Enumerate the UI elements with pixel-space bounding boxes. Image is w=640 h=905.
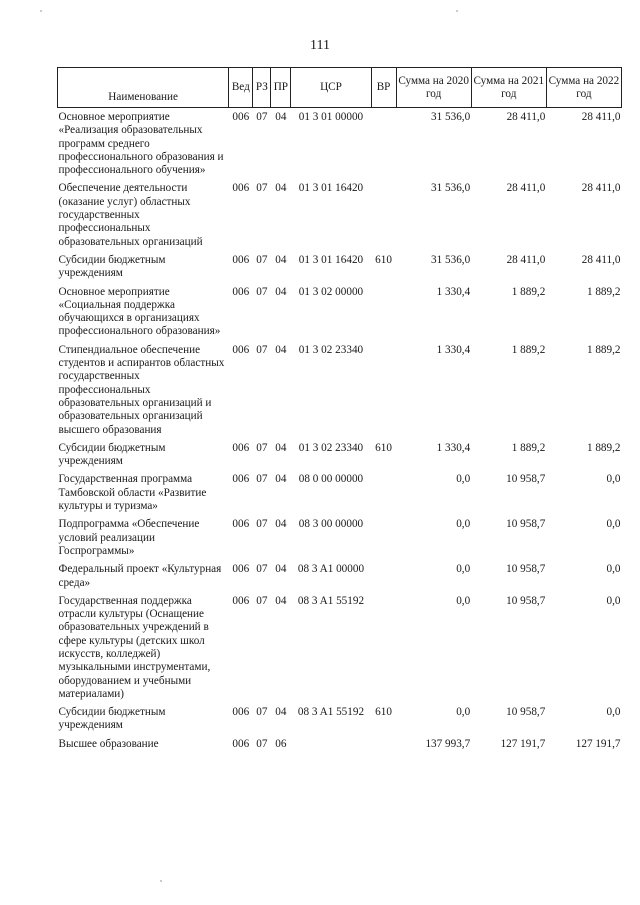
row-rz: 07 (256, 253, 268, 266)
row-sum-2020: 137 993,7 (425, 737, 471, 750)
row-sum-2021: 28 411,0 (506, 111, 546, 123)
row-pr: 04 (275, 563, 287, 576)
header-name: Наименование (58, 68, 229, 108)
scan-speck (456, 10, 458, 12)
row-sum-2020: 0,0 (456, 706, 471, 719)
row-csr: 01 3 02 23340 (298, 441, 364, 454)
row-pr: 04 (275, 594, 287, 607)
row-name: Подпрограмма «Обеспечение условий реализации Госпрограммы» (58, 518, 200, 557)
row-ved: 006 (232, 253, 250, 266)
row-ved: 006 (232, 343, 250, 356)
row-ved: 006 (232, 563, 250, 576)
row-name: Государственная программа Тамбовской области «Развитие культуры и туризма» (58, 473, 207, 513)
row-ved: 006 (232, 441, 250, 454)
row-name: Стипендиальное обеспечение студентов и аспирантов областных государственных профессиональных образовательных организаций и образовательных организаций высшего образования (58, 343, 225, 436)
row-sum-2021: 10 958,7 (506, 563, 546, 576)
table-row (58, 108, 622, 180)
row-name: Государственная поддержка отрасли культуры (Оснащение образовательных учреждений в сфере культуры (детских школ искусств, колледжей) музыкальными инструментами, оборудованием и учебными материалами) (58, 594, 211, 700)
row-rz: 07 (256, 737, 268, 750)
row-pr: 04 (275, 111, 287, 123)
row-name: Федеральный проект «Культурная среда» (58, 563, 222, 589)
row-sum-2022: 0,0 (606, 473, 621, 486)
row-vr (371, 735, 396, 753)
row-sum-2022: 1 889,2 (586, 441, 621, 454)
row-sum-2022: 28 411,0 (581, 111, 621, 123)
row-rz: 07 (256, 343, 268, 356)
row-sum-2021: 1 889,2 (511, 441, 546, 454)
row-vr (371, 108, 396, 180)
table-header-row (58, 68, 622, 108)
row-rz: 07 (256, 706, 268, 719)
table-row (58, 560, 622, 592)
row-csr: 01 3 01 00000 (298, 111, 364, 123)
table-row (58, 703, 622, 735)
row-rz: 07 (256, 441, 268, 454)
row-sum-2021: 10 958,7 (506, 473, 546, 486)
row-csr: 01 3 01 16420 (298, 182, 364, 195)
row-name: Основное мероприятие «Социальная поддержка обучающихся в организациях профессионального образования» (58, 285, 221, 338)
row-sum-2022: 0,0 (606, 594, 621, 607)
row-ved: 006 (232, 706, 250, 719)
header-sum-2022: Сумма на 2022 год (546, 68, 621, 108)
row-sum-2021: 1 889,2 (511, 343, 546, 356)
row-ved: 006 (232, 285, 250, 298)
row-rz: 07 (256, 285, 268, 298)
scan-speck (40, 10, 42, 12)
header-csr: ЦСР (291, 68, 371, 108)
row-sum-2020: 1 330,4 (436, 343, 471, 356)
page-number: 111 (310, 38, 330, 53)
table-row (58, 515, 622, 560)
row-sum-2022: 127 191,7 (575, 737, 621, 750)
table-row (58, 341, 622, 439)
row-pr: 04 (275, 285, 287, 298)
row-vr (371, 515, 396, 560)
row-csr (291, 735, 371, 753)
row-pr: 04 (275, 182, 287, 195)
row-ved: 006 (232, 473, 250, 486)
row-csr: 08 3 00 00000 (298, 518, 364, 531)
row-sum-2022: 28 411,0 (581, 253, 621, 266)
table-row (58, 251, 622, 283)
row-pr: 04 (275, 473, 287, 486)
header-rz: РЗ (253, 68, 271, 108)
row-sum-2020: 1 330,4 (436, 441, 471, 454)
header-sum-2021: Сумма на 2021 год (471, 68, 546, 108)
row-sum-2022: 28 411,0 (581, 182, 621, 195)
row-sum-2020: 31 536,0 (431, 253, 471, 266)
row-sum-2020: 0,0 (456, 518, 471, 531)
table-row (58, 179, 622, 250)
row-rz: 07 (256, 111, 268, 123)
table-row (58, 439, 622, 471)
row-csr: 08 0 00 00000 (298, 473, 364, 486)
row-sum-2021: 1 889,2 (511, 285, 546, 298)
row-csr: 08 3 A1 00000 (297, 563, 365, 576)
row-sum-2022: 1 889,2 (586, 343, 621, 356)
row-vr: 610 (375, 706, 392, 719)
row-sum-2021: 127 191,7 (500, 737, 546, 750)
row-ved: 006 (232, 518, 250, 531)
row-name: Субсидии бюджетным учреждениям (58, 706, 166, 732)
scan-speck (160, 880, 162, 882)
row-ved: 006 (232, 111, 250, 123)
row-sum-2020: 0,0 (456, 563, 471, 576)
row-vr (371, 341, 396, 439)
row-name: Субсидии бюджетным учреждениям (58, 253, 166, 280)
table-row (58, 735, 622, 753)
row-rz: 07 (256, 518, 268, 531)
row-ved: 006 (232, 594, 250, 607)
row-name: Высшее образование (58, 737, 159, 750)
row-sum-2021: 10 958,7 (506, 706, 546, 719)
row-name: Обеспечение деятельности (оказание услуг) областных государственных профессиональных образовательных организаций (58, 182, 203, 248)
row-sum-2020: 1 330,4 (436, 285, 471, 298)
row-ved: 006 (232, 182, 250, 195)
row-pr: 04 (275, 343, 287, 356)
row-vr (371, 592, 396, 703)
row-sum-2020: 31 536,0 (431, 182, 471, 195)
table-row (58, 283, 622, 341)
row-pr: 04 (275, 441, 287, 454)
row-rz: 07 (256, 563, 268, 576)
row-vr (371, 179, 396, 250)
row-rz: 07 (256, 182, 268, 195)
row-csr: 08 3 A1 55192 (297, 706, 365, 719)
row-pr: 04 (275, 518, 287, 531)
row-rz: 07 (256, 594, 268, 607)
row-rz: 07 (256, 473, 268, 486)
row-sum-2021: 28 411,0 (506, 182, 546, 195)
row-pr: 04 (275, 706, 287, 719)
row-vr (371, 470, 396, 515)
row-sum-2022: 1 889,2 (586, 285, 621, 298)
row-sum-2022: 0,0 (606, 518, 621, 531)
header-sum-2020: Сумма на 2020 год (396, 68, 471, 108)
row-vr: 610 (375, 441, 392, 454)
row-sum-2022: 0,0 (606, 706, 621, 719)
row-pr: 04 (275, 253, 287, 266)
row-ved: 006 (232, 737, 250, 750)
row-name: Основное мероприятие «Реализация образовательных программ среднего профессионального образования и профессионального обучения» (58, 111, 224, 177)
header-vr: ВР (371, 68, 396, 108)
table-row (58, 470, 622, 515)
row-sum-2020: 0,0 (456, 473, 471, 486)
budget-table (57, 67, 622, 753)
row-csr: 01 3 01 16420 (298, 253, 364, 266)
row-vr (371, 560, 396, 592)
header-ved: Вед (229, 68, 253, 108)
header-pr: ПР (271, 68, 291, 108)
row-vr (371, 283, 396, 341)
row-sum-2020: 0,0 (456, 594, 471, 607)
row-sum-2021: 10 958,7 (506, 518, 546, 531)
row-csr: 01 3 02 23340 (298, 343, 364, 356)
row-csr: 08 3 A1 55192 (297, 594, 365, 607)
row-name: Субсидии бюджетным учреждениям (58, 441, 166, 468)
row-sum-2020: 31 536,0 (431, 111, 471, 123)
row-csr: 01 3 02 00000 (298, 285, 364, 298)
row-sum-2022: 0,0 (606, 563, 621, 576)
row-sum-2021: 28 411,0 (506, 253, 546, 266)
row-sum-2021: 10 958,7 (506, 594, 546, 607)
row-vr: 610 (375, 253, 392, 266)
table-row (58, 592, 622, 703)
row-pr: 06 (275, 737, 287, 750)
